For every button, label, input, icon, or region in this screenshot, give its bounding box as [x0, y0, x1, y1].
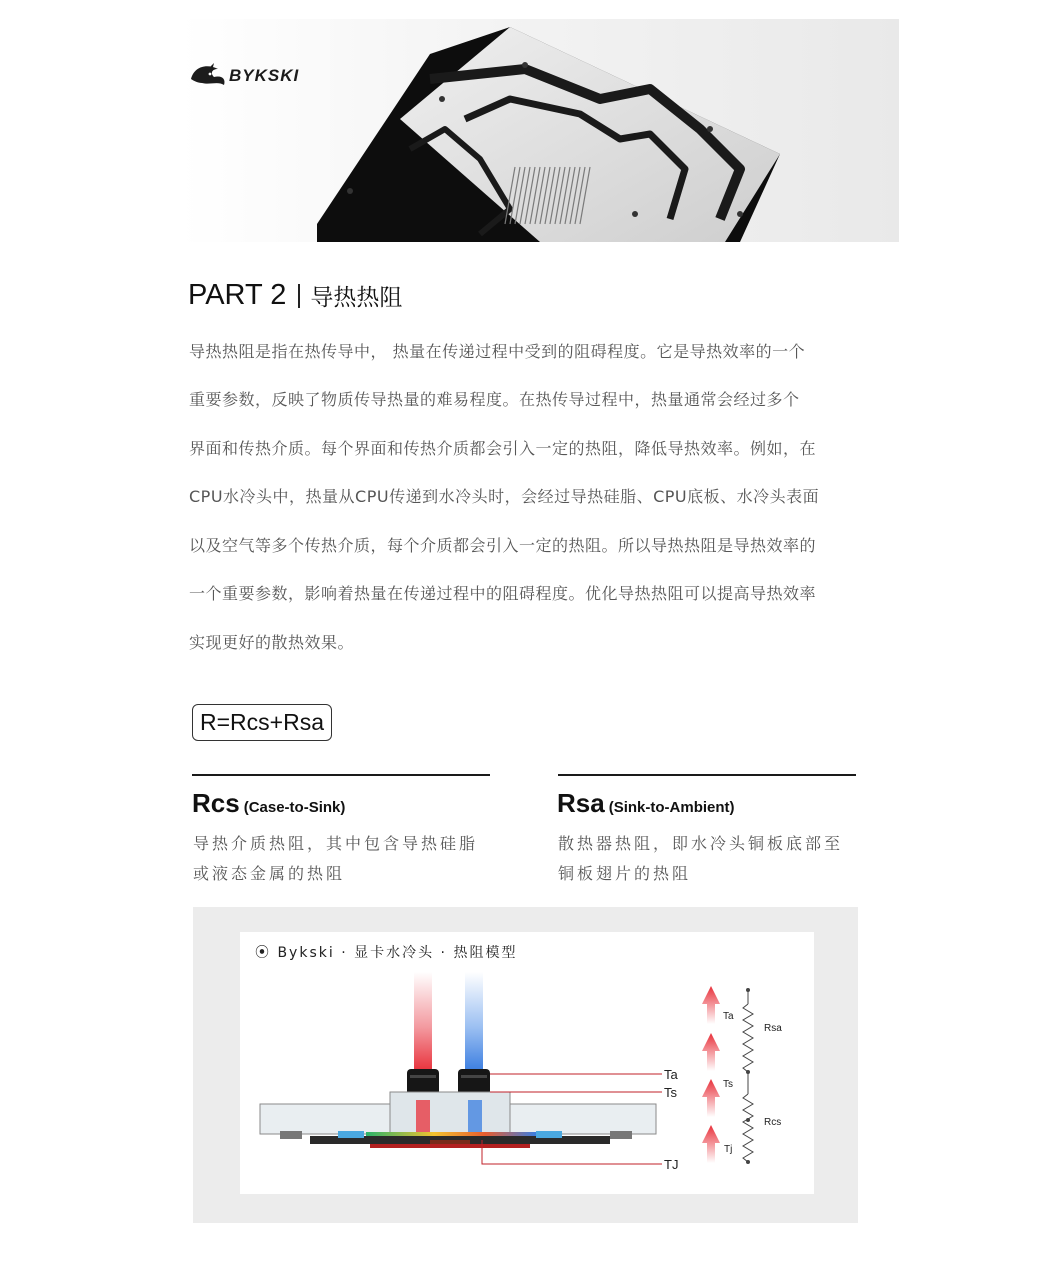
rcs-description-line: 或液态金属的热阻	[193, 864, 346, 883]
fitting-left	[407, 1069, 439, 1095]
paragraph-line: 重要参数，反映了物质传导热量的难易程度。在热传导过程中，热量通常会经过多个	[189, 390, 800, 409]
tj-callout-label: TJ	[664, 1157, 679, 1172]
node-ts	[746, 1070, 750, 1074]
paragraph-line: 以及空气等多个传热介质，每个介质都会引入一定的热阻。所以导热热阻是导热效率的	[189, 536, 817, 555]
ladder-rsa-label: Rsa	[764, 1023, 782, 1034]
thermal-model-diagram	[240, 932, 814, 1194]
gpu-water-block	[260, 1092, 656, 1148]
heat-arrow-icon	[702, 1125, 720, 1163]
paragraph-line: CPU水冷头中，热量从CPU传递到水冷头时，会经过导热硅脂、CPU底板、水冷头表面	[189, 487, 820, 506]
rsa-symbol: Rsa	[557, 788, 605, 818]
paragraph-line: 导热热阻是指在热传导中， 热量在传递过程中受到的阻碍程度。它是导热效率的一个	[189, 342, 806, 361]
water-block-illustration	[180, 19, 899, 242]
rcs-description-line: 导热介质热阻，其中包含导热硅脂	[193, 834, 479, 853]
hot-outlet-tube	[414, 972, 432, 1072]
paragraph-line: 界面和传热介质。每个界面和传热介质都会引入一定的热阻，降低导热效率。例如，在	[189, 439, 817, 458]
model-title: ⦿ Bykski · 显卡水冷头 · 热阻模型	[255, 945, 518, 961]
rsa-description-line: 散热器热阻，即水冷头铜板底部至	[558, 834, 844, 853]
cold-inlet-tube	[465, 972, 483, 1072]
formula-badge: R=Rcs+Rsa	[192, 704, 332, 741]
thermal-resistance-ladder	[723, 988, 782, 1164]
heat-arrow-icon	[702, 986, 720, 1024]
node-tj	[746, 1160, 750, 1164]
node-ta	[746, 988, 750, 992]
ts-callout	[490, 1085, 678, 1100]
rsa-description-line: 铜板翅片的热阻	[558, 864, 692, 883]
rsa-title	[557, 788, 735, 819]
paragraph-line: 实现更好的散热效果。	[189, 633, 355, 652]
fitting-right	[458, 1069, 490, 1095]
heat-flow-arrows	[702, 986, 720, 1163]
part-label: PART 2	[188, 279, 287, 311]
rcs-symbol: Rcs	[192, 788, 240, 818]
ladder-ts-label: Ts	[723, 1079, 733, 1090]
rcs-subtitle: (Case-to-Sink)	[243, 799, 346, 816]
ts-callout-label: Ts	[664, 1085, 677, 1100]
node-mid	[746, 1118, 750, 1122]
hero-product-image	[180, 19, 899, 242]
heat-arrow-icon	[702, 1079, 720, 1117]
rsa-resistor	[743, 1004, 753, 1072]
title-divider	[298, 284, 300, 308]
definition-divider	[192, 774, 490, 776]
section-heading: 导热热阻	[310, 284, 403, 310]
rsa-subtitle: (Sink-to-Ambient)	[608, 799, 735, 816]
definition-divider	[558, 774, 856, 776]
brand-wordmark: BYKSKI	[229, 66, 300, 85]
heat-arrow-icon	[702, 1033, 720, 1071]
section-title	[188, 279, 402, 312]
rcs-title	[192, 788, 345, 819]
ladder-tj-label: Tj	[724, 1144, 733, 1155]
rcs-resistor	[743, 1094, 753, 1162]
ladder-rcs-label: Rcs	[764, 1117, 782, 1128]
ladder-ta-label: Ta	[723, 1011, 734, 1022]
ta-callout	[490, 1067, 679, 1082]
ta-callout-label: Ta	[664, 1067, 678, 1082]
paragraph-line: 一个重要参数，影响着热量在传递过程中的阻碍程度。优化导热热阻可以提高导热效率	[189, 584, 817, 603]
